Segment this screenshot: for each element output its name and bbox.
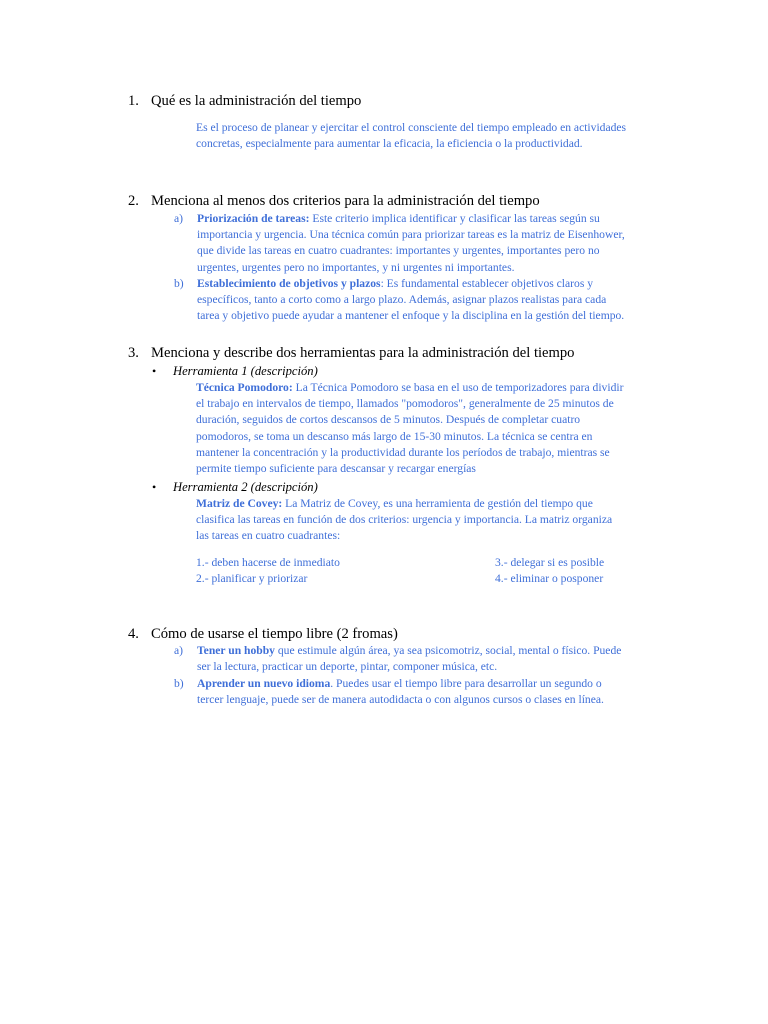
tool-line: pomodoros, se toma un descanso más largo de 15-30 minutos. La técnica se centra en <box>196 429 593 443</box>
question-title: Menciona al menos dos criterios para la administración del tiempo <box>151 193 540 209</box>
tool-line: clasifica las tareas en función de dos criterios: urgencia y importancia. La matriz organiza <box>196 513 613 527</box>
question-number: 3. <box>128 345 139 361</box>
answer-1 <box>196 120 626 152</box>
quadrant-item: 1.- deben hacerse de inmediato <box>196 556 340 569</box>
option-term: Tener un hobby <box>197 644 275 657</box>
tool-line: el trabajo en intervalos de tiempo, llamados "pomodoros", generalmente de 25 minutos de <box>196 397 614 411</box>
question-title: Menciona y describe dos herramientas para la administración del tiempo <box>151 345 575 361</box>
bullet-icon: • <box>152 480 157 494</box>
question-1 <box>128 92 361 110</box>
tool-text: La Matriz de Covey, es una herramienta de gestión del tiempo que <box>282 497 593 510</box>
criterion-a <box>197 211 625 276</box>
quadrant-list-left <box>196 555 340 587</box>
criterion-line: que divide las tareas en cuatro cuadrantes: importantes y urgentes, importantes pero no <box>197 244 600 258</box>
criterion-line: urgentes, urgentes pero no importantes, y ni urgentes ni importantes. <box>197 260 515 274</box>
quadrant-item: 2.- planificar y priorizar <box>196 572 308 586</box>
criterion-first-line <box>197 276 624 292</box>
option-text: que estimule algún área, ya sea psicomotriz, social, mental o físico. Puede <box>274 644 622 657</box>
question-number: 1. <box>128 93 139 109</box>
tool-line: las tareas en cuatro cuadrantes: <box>196 529 341 543</box>
criterion-term: Priorización de tareas: <box>197 212 310 225</box>
list-marker: b) <box>174 277 184 290</box>
criterion-first-line <box>197 211 625 227</box>
tool-first-line <box>196 380 623 396</box>
question-3 <box>128 344 574 362</box>
list-marker: a) <box>174 212 184 225</box>
tool-1-description <box>196 380 623 477</box>
tool-2-description <box>196 496 612 545</box>
option-first-line <box>197 676 604 692</box>
criterion-term: Establecimiento de objetivos y plazos <box>197 277 381 290</box>
tool-text: La Técnica Pomodoro se basa en el uso de temporizadores para dividir <box>292 381 624 394</box>
answer-line: concretas, especialmente para aumentar la eficacia, la eficiencia o la productividad. <box>196 137 583 151</box>
criterion-line: específicos, tanto a corto como a largo plazo. Además, asignar plazos realistas para cada <box>197 293 607 307</box>
quadrant-item: 3.- delegar si es posible <box>495 556 605 569</box>
question-2 <box>128 192 540 210</box>
free-time-option-b <box>197 676 604 708</box>
option-term: Aprender un nuevo idioma <box>197 677 331 690</box>
criterion-line: importancia y urgencia. Una técnica común para priorizar tareas es la matriz de Eisenhower, <box>197 228 625 242</box>
tool-line: mantener la concentración y la productividad durante los períodos de trabajo, mientras se <box>196 445 610 459</box>
tool-heading: Herramienta 2 (descripción) <box>173 480 318 494</box>
question-4 <box>128 625 398 643</box>
tool-line: permite tiempo suficiente para descansar y recargar energías <box>196 462 476 476</box>
list-marker: a) <box>174 644 184 657</box>
option-text: . Puedes usar el tiempo libre para desarrollar un segundo o <box>330 677 602 690</box>
quadrant-list-right <box>495 555 604 587</box>
criterion-line: tarea y objetivo puede ayudar a mantener el enfoque y la disciplina en la gestión del tiempo. <box>197 309 625 323</box>
question-title: Cómo de usarse el tiempo libre (2 fromas) <box>151 626 398 642</box>
criterion-text: Este criterio implica identificar y clasificar las tareas según su <box>309 212 600 225</box>
question-number: 4. <box>128 626 139 642</box>
option-line: tercer lenguaje, puede ser de manera autodidacta o con algunos cursos o clases en línea. <box>197 693 604 707</box>
answer-line: Es el proceso de planear y ejercitar el control consciente del tiempo empleado en actividades <box>196 121 627 134</box>
free-time-option-a <box>197 643 621 675</box>
quadrant-item: 4.- eliminar o posponer <box>495 572 604 586</box>
option-first-line <box>197 643 621 659</box>
criterion-b <box>197 276 624 325</box>
option-line: ser la lectura, practicar un deporte, pintar, componer música, etc. <box>197 660 498 674</box>
criterion-text: : Es fundamental establecer objetivos claros y <box>380 277 594 290</box>
tool-heading: Herramienta 1 (descripción) <box>173 364 318 378</box>
tool-line: duración, seguidos de cortos descansos de 5 minutos. Después de completar cuatro <box>196 413 581 427</box>
question-title: Qué es la administración del tiempo <box>151 93 362 109</box>
question-number: 2. <box>128 193 139 209</box>
tool-first-line <box>196 496 612 512</box>
list-marker: b) <box>174 677 184 690</box>
bullet-icon: • <box>152 364 157 378</box>
tool-term: Matriz de Covey: <box>196 497 283 510</box>
tool-term: Técnica Pomodoro: <box>196 381 293 394</box>
